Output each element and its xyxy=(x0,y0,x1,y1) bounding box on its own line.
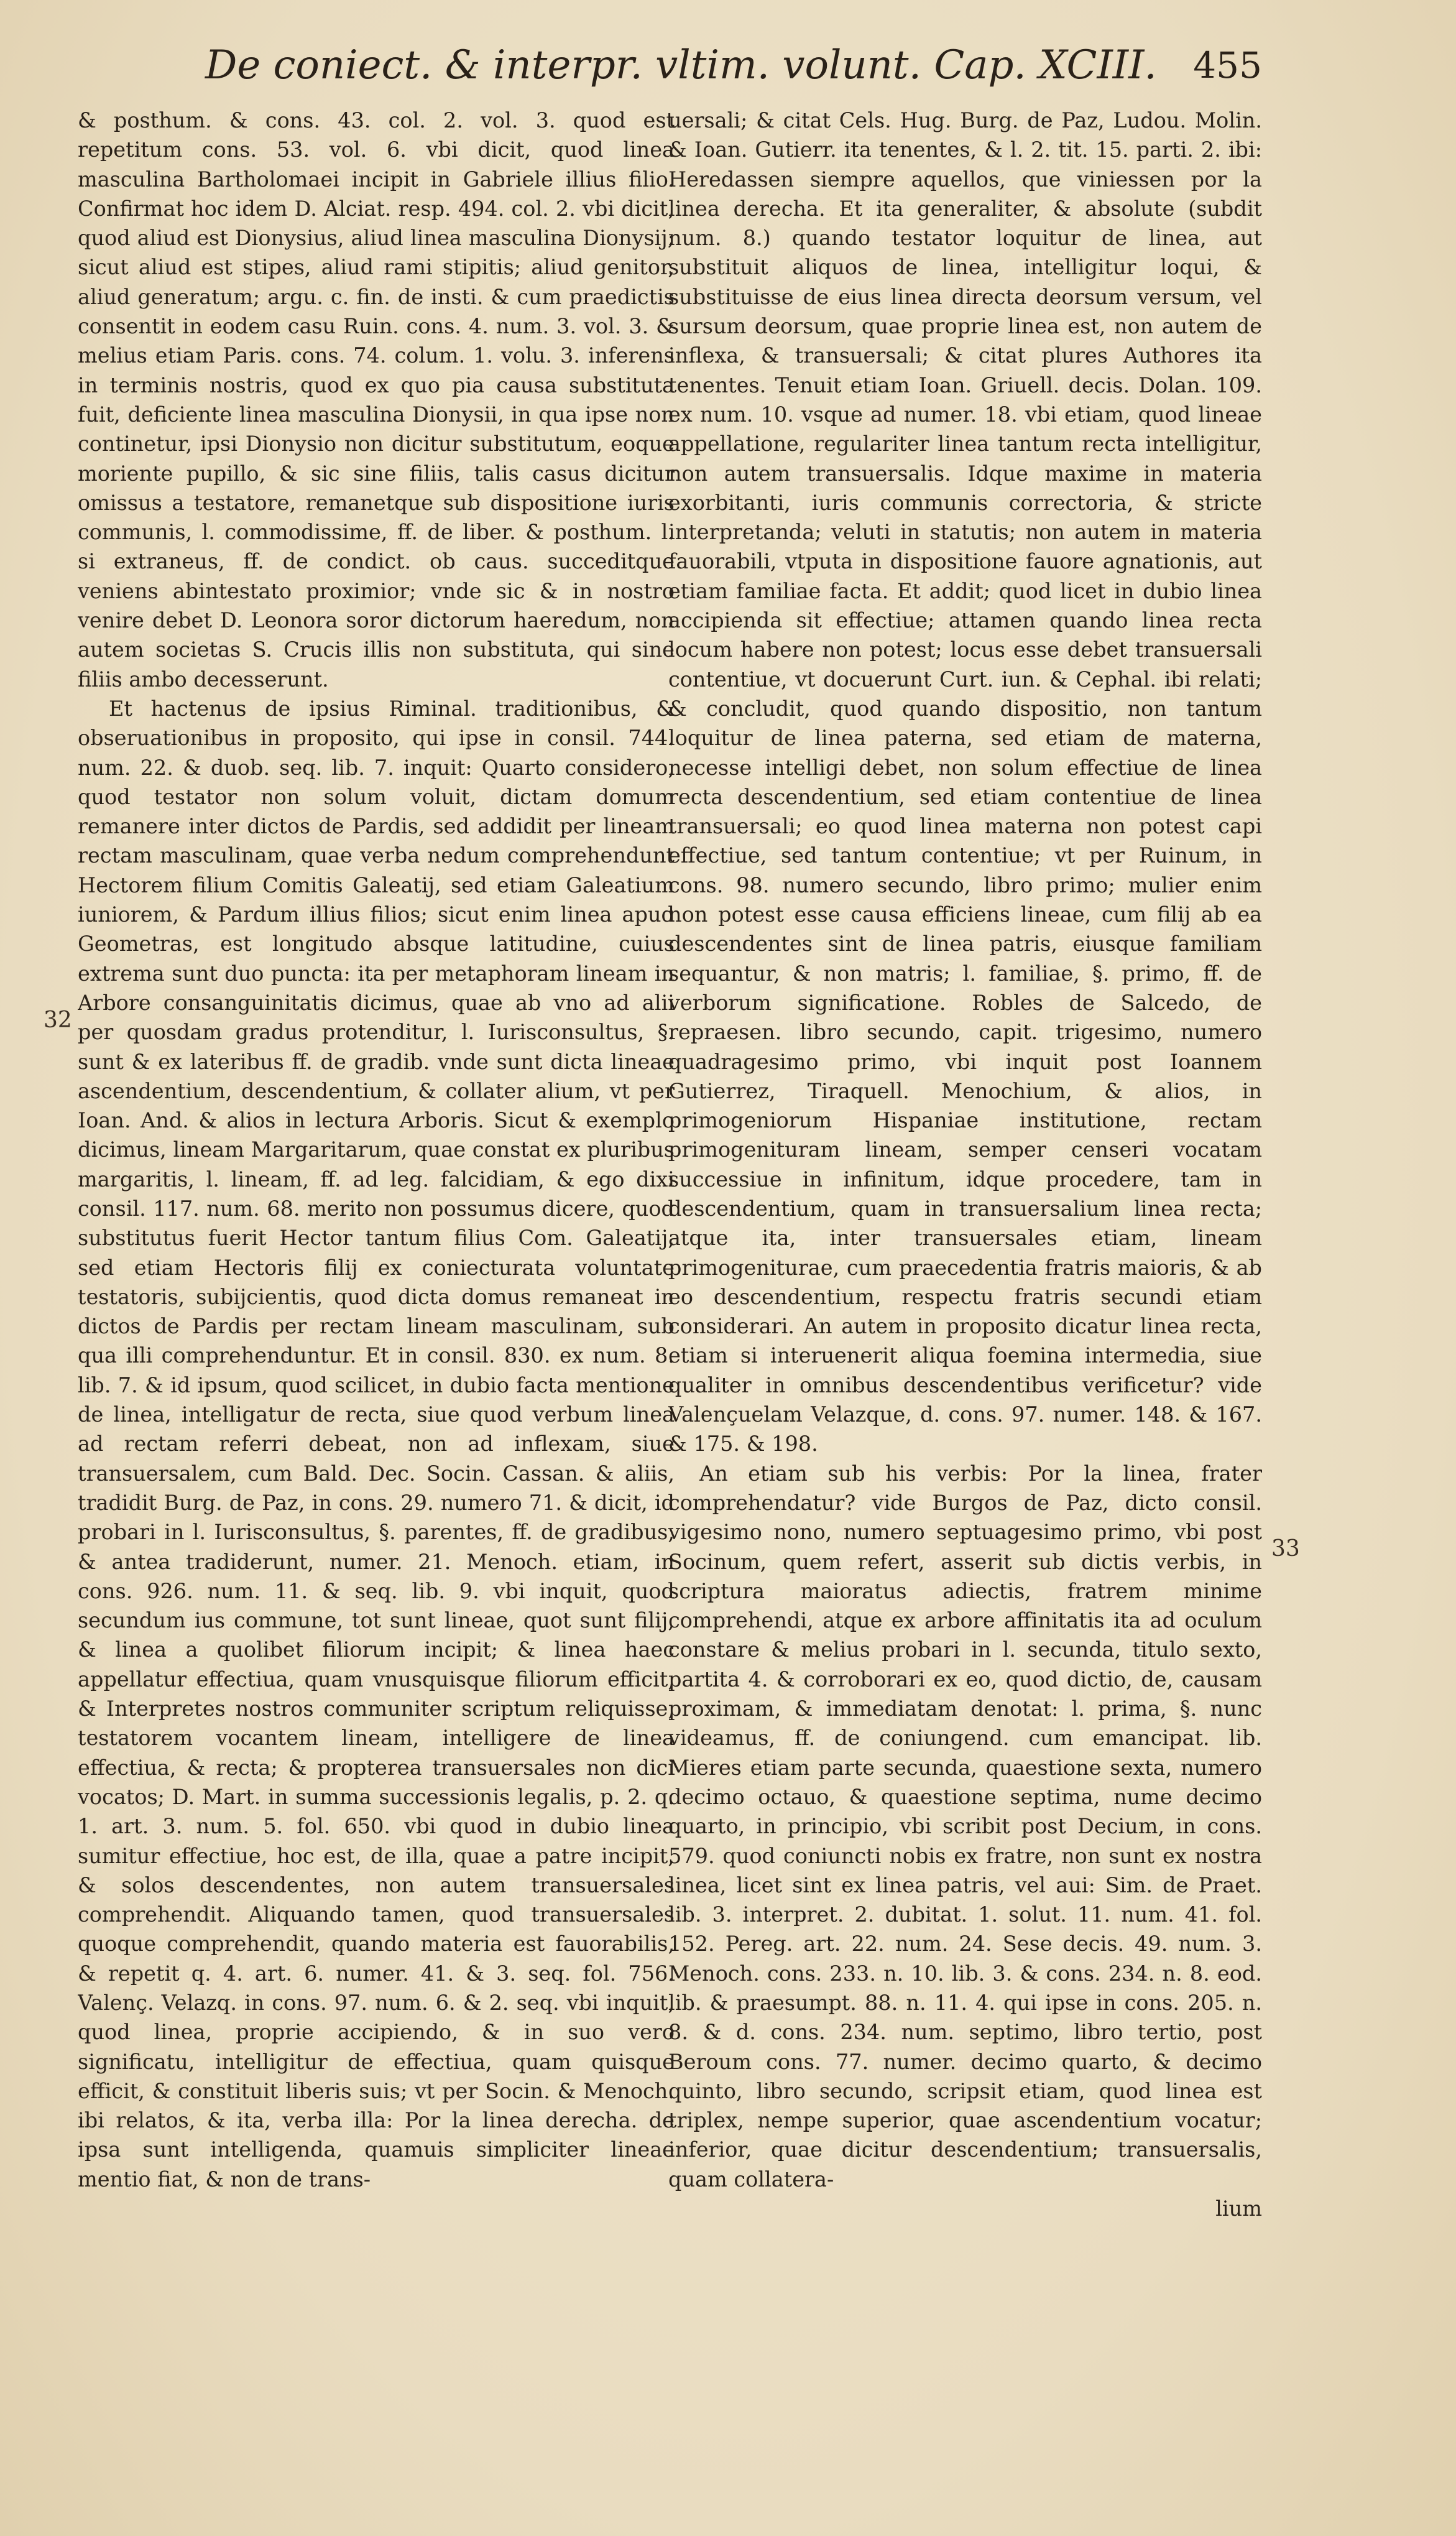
left-column xyxy=(78,106,675,2494)
marginal-number: 33 xyxy=(1271,1536,1300,1562)
marginal-number: 32 xyxy=(44,1007,72,1033)
running-header xyxy=(205,31,1262,99)
page-title: De coniect. & interpr. vltim. volunt. Cap. XCIII. xyxy=(205,42,1157,88)
paragraph: & posthum. & cons. 43. col. 2. vol. 3. quod est repetitum cons. 53. vol. 6. vbi dicit, quod linea masculina Bartholomaei incipit in Gabriele illius filio. Confirmat hoc idem D. Alciat. resp. 494. col. 2. vbi dicit, quod aliud est Dionysius, aliud linea masculina Dionysij; sicut aliud est stipes, aliud rami stipitis; aliud genitor, aliud generatum; argu. c. fin. de insti. & cum praedictis consentit in eodem casu Ruin. cons. 4. num. 3. vol. 3. & melius etiam Paris. cons. 74. colum. 1. volu. 3. inferens in terminis nostris, quod ex quo pia causa substituta fuit, deficiente linea masculina Dionysii, in qua ipse non continetur, ipsi Dionysio non dicitur substitutum, eoque moriente pupillo, & sic sine filiis, talis casus dicitur omissus a testatore, remanetque sub dispositione iuris communis, l. commodissime, ff. de liber. & posthum. l. si extraneus, ff. de condict. ob caus. succeditque veniens abintestato proximior; vnde sic & in nostro venire debet D. Leonora soror dictorum haeredum, non autem societas S. Crucis illis non substituta, qui sine filiis ambo decesserunt. xyxy=(78,108,675,692)
page-number: 455 xyxy=(1193,44,1262,86)
paragraph: uersali; & citat Cels. Hug. Burg. de Paz, Ludou. Molin. & Ioan. Gutierr. ita tenentes, & l. 2. tit. 15. parti. 2. ibi: Heredassen siempre aquellos, que viniessen por la linea derecha. Et ita generaliter, & absolute (subdit num. 8.) quando testator loquitur de linea, aut substituit aliquos de linea, intelligitur loqui, & substituisse de eius linea directa deorsum versum, vel sursum deorsum, quae proprie linea est, non autem de inflexa, & transuersali; & citat plures Authores ita tenentes. Tenuit etiam Ioan. Griuell. decis. Dolan. 109. ex num. 10. vsque ad numer. 18. vbi etiam, quod lineae appellatione, regulariter linea tantum recta intelligitur, non autem transuersalis. Idque maxime in materia exorbitanti, iuris communis correctoria, & stricte interpretanda; veluti in statutis; non autem in materia fauorabili, vtputa in dispositione fauore agnationis, aut etiam familiae facta. Et addit; quod licet in dubio linea accipienda sit effectiue; attamen quando linea recta locum habere non potest; locus esse debet transuersali contentiue, vt docuerunt Curt. iun. & Cephal. ibi relati; & concludit, quod quando dispositio, non tantum loquitur de linea paterna, sed etiam de materna, necesse intelligi debet, non solum effectiue de linea recta descendentium, sed etiam contentiue de linea transuersali; eo quod linea materna non potest capi effectiue, sed tantum contentiue; vt per Ruinum, in cons. 98. numero secundo, libro primo; mulier enim non potest esse causa efficiens lineae, cum filij ab ea descendentes sint de linea patris, eiusque familiam sequantur, & non matris; l. familiae, §. primo, ff. de verborum significatione. Robles de Salcedo, de repraesen. libro secundo, capit. trigesimo, numero quadragesimo primo, vbi inquit post Ioannem Gutierrez, Tiraquell. Menochium, & alios, in primogeniorum Hispaniae institutione, rectam primogenituram lineam, semper censeri vocatam successiue in infinitum, idque procedere, tam in descendentium, quam in transuersalium linea recta; atque ita, inter transuersales etiam, lineam primogeniturae, cum praecedentia fratris maioris, & ab eo descendentium, respectu fratris secundi etiam considerari. An autem in proposito dicatur linea recta, etiam si interuenerit aliqua foemina intermedia, siue qualiter in omnibus descendentibus verificetur? vide Valençuelam Velazque, d. cons. 97. numer. 148. & 167. & 175. & 198. xyxy=(668,108,1262,1456)
right-column xyxy=(668,106,1262,2494)
paragraph: An etiam sub his verbis: Por la linea, frater comprehendatur? vide Burgos de Paz, dicto consil. vigesimo nono, numero septuagesimo primo, vbi post Socinum, quem refert, asserit sub dictis verbis, in scriptura maioratus adiectis, fratrem minime comprehendi, atque ex arbore affinitatis ita ad oculum constare & melius probari in l. secunda, titulo sexto, partita 4. & corroborari ex eo, quod dictio, de, causam proximam, & immediatam denotat: l. prima, §. nunc videamus, ff. de coniungend. cum emancipat. lib. Mieres etiam parte secunda, quaestione sexta, numero decimo octauo, & quaestione septima, nume decimo quarto, in principio, vbi scribit post Decium, in cons. 579. quod coniuncti nobis ex fratre, non sunt ex nostra linea, licet sint ex linea patris, vel aui: Sim. de Praet. lib. 3. interpret. 2. dubitat. 1. solut. 11. num. 41. fol. 152. Pereg. art. 22. num. 24. Sese decis. 49. num. 3. Menoch. cons. 233. n. 10. lib. 3. & cons. 234. n. 8. eod. lib. & praesumpt. 88. n. 11. 4. qui ipse in cons. 205. n. 8. & d. cons. 234. num. septimo, libro tertio, post Beroum cons. 77. numer. decimo quarto, & decimo quinto, libro secundo, scripsit etiam, quod linea est triplex, nempe superior, quae ascendentium vocatur; inferior, quae dicitur descendentium; transuersalis, quam collatera- xyxy=(668,1461,1262,2191)
paragraph: Et hactenus de ipsius Riminal. traditionibus, & obseruationibus in proposito, qui ipse in consil. 744. num. 22. & duob. seq. lib. 7. inquit: Quarto considero, quod testator non solum voluit, dictam domum remanere inter dictos de Pardis, sed addidit per lineam rectam masculinam, quae verba nedum comprehendunt Hectorem filium Comitis Galeatij, sed etiam Galeatium iuniorem, & Pardum illius filios; sicut enim linea apud Geometras, est longitudo absque latitudine, cuius extrema sunt duo puncta: ita per metaphoram lineam in Arbore consanguinitatis dicimus, quae ab vno ad alii per quosdam gradus protenditur, l. Iurisconsultus, §. sunt & ex lateribus ff. de gradib. vnde sunt dicta lineae ascendentium, descendentium, & collater alium, vt per Ioan. And. & alios in lectura Arboris. Sicut & exemplo dicimus, lineam Margaritarum, quae constat ex pluribus margaritis, l. lineam, ff. ad leg. falcidiam, & ego dixi consil. 117. num. 68. merito non possumus dicere, quod substitutus fuerit Hector tantum filius Com. Galeatij, sed etiam Hectoris filij ex coniecturata voluntate testatoris, subijcientis, quod dicta domus remaneat in dictos de Pardis per rectam lineam masculinam, sub qua illi comprehenduntur. Et in consil. 830. ex num. 8. lib. 7. & id ipsum, quod scilicet, in dubio facta mentione de linea, intelligatur de recta, siue quod verbum linea ad rectam referri debeat, non ad inflexam, siue transuersalem, cum Bald. Dec. Socin. Cassan. & aliis, tradidit Burg. de Paz, in cons. 29. numero 71. & dicit, id probari in l. Iurisconsultus, §. parentes, ff. de gradibus, & antea tradiderunt, numer. 21. Menoch. etiam, in cons. 926. num. 11. & seq. lib. 9. vbi inquit, quod secundum ius commune, tot sunt lineae, quot sunt filij, & linea a quolibet filiorum incipit; & linea haec appellatur effectiua, quam vnusquisque filiorum efficit, & Interpretes nostros communiter scriptum reliquisse, testatorem vocantem lineam, intelligere de linea effectiua, & recta; & propterea transuersales non dici vocatos; D. Mart. in summa successionis legalis, p. 2. q. 1. art. 3. num. 5. fol. 650. vbi quod in dubio linea sumitur effectiue, hoc est, de illa, quae a patre incipit, & solos descendentes, non autem transuersales comprehendit. Aliquando tamen, quod transuersales quoque comprehendit, quando materia est fauorabilis, & repetit q. 4. art. 6. numer. 41. & 3. seq. fol. 756. Valenç. Velazq. in cons. 97. num. 6. & 2. seq. vbi inquit, quod linea, proprie accipiendo, & in suo vero significatu, intelligitur de effectiua, quam quisque efficit, & constituit liberis suis; vt per Socin. & Menoch. ibi relatos, & ita, verba illa: Por la linea derecha. de ipsa sunt intelligenda, quamuis simpliciter lineae mentio fiat, & non de trans- xyxy=(78,696,675,2191)
catchword: lium xyxy=(1215,2196,1262,2221)
